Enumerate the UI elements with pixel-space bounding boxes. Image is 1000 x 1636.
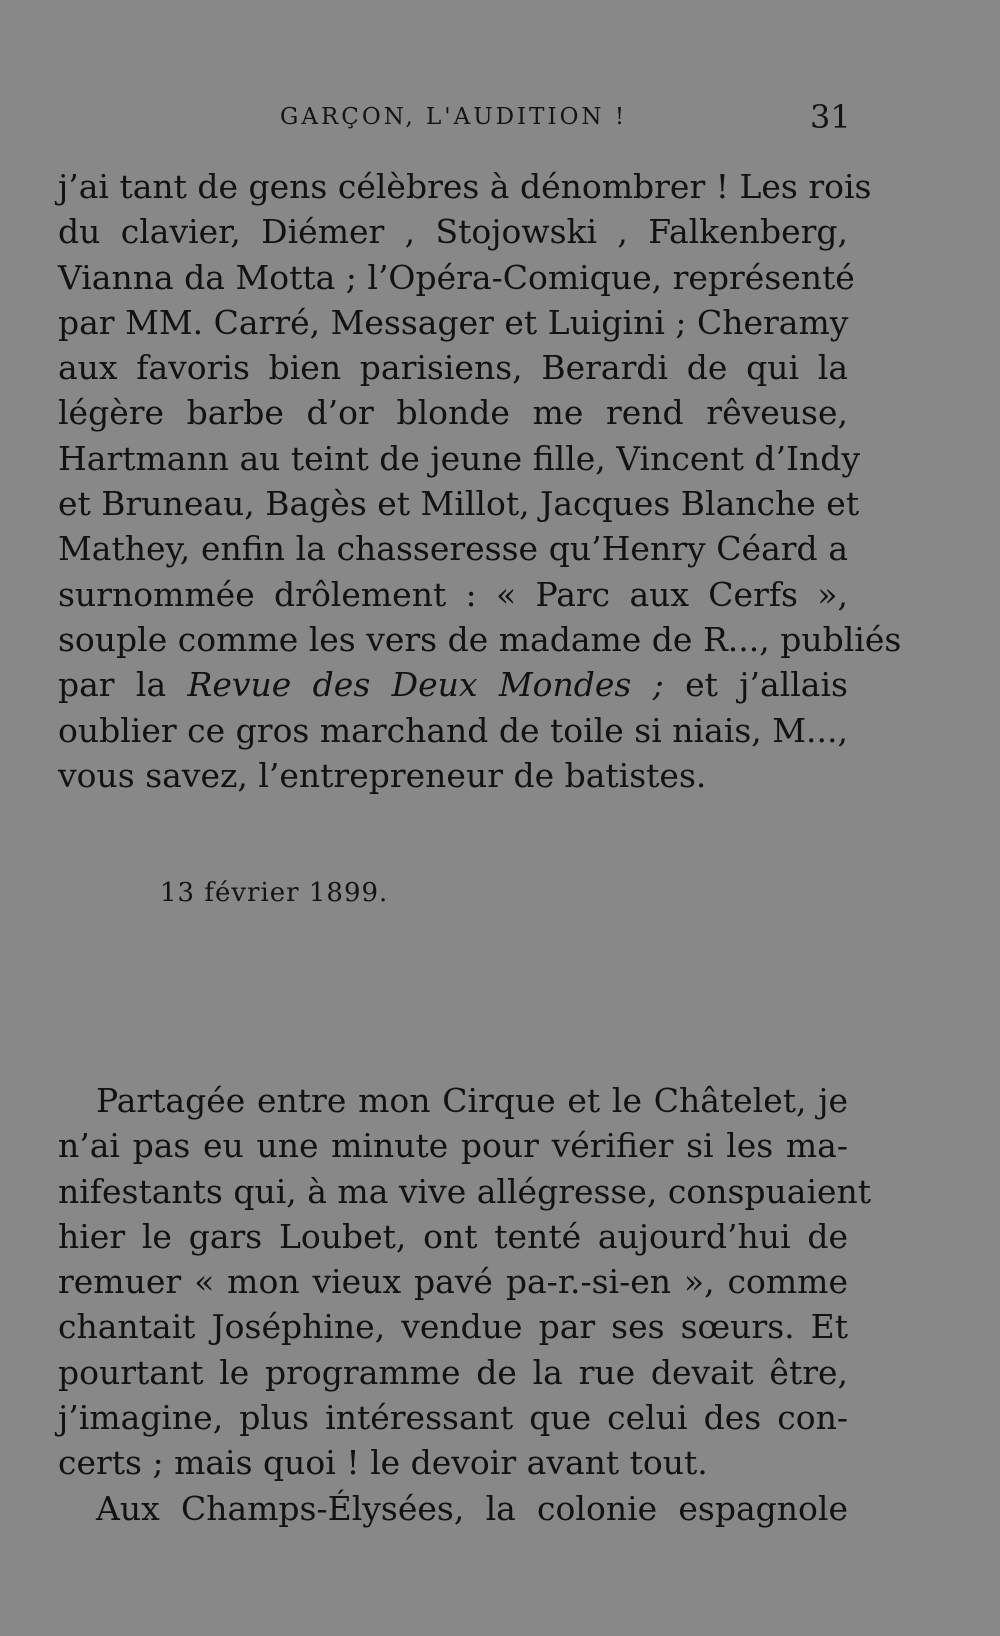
text-line-with-italic-title	[58, 662, 848, 707]
running-title: GARÇON, L'AUDITION !	[280, 104, 628, 130]
text-line: Hartmann au teint de jeune fille, Vincent d’Indy	[58, 438, 861, 478]
entry-date: 13 février 1899.	[160, 878, 389, 908]
text-line: légère barbe d’or blonde me rend rêveuse,	[58, 393, 848, 433]
text-line: j’imagine, plus intéressant que celui des con-	[58, 1398, 848, 1438]
text-line: par MM. Carré, Messager et Luigini ; Cheramy	[58, 302, 849, 342]
text-line: chantait Joséphine, vendue par ses sœurs. Et	[58, 1307, 848, 1347]
paragraph-2	[58, 1078, 872, 1531]
text-line: aux favoris bien parisiens, Berardi de qui la	[58, 348, 848, 388]
text-line: du clavier, Diémer , Stojowski , Falkenberg,	[58, 212, 848, 252]
text-line: remuer « mon vieux pavé pa-r.-si-en », comme	[58, 1262, 848, 1302]
text-line: nifestants qui, à ma vive allégresse, conspuaient	[58, 1171, 872, 1211]
text-line: surnommée drôlement : « Parc aux Cerfs »,	[58, 574, 848, 614]
text-line: souple comme les vers de madame de R..., publiés	[58, 619, 902, 659]
text-line: Partagée entre mon Cirque et le Châtelet, je	[96, 1081, 848, 1120]
page-header	[0, 98, 1000, 138]
page-number: 31	[810, 98, 851, 136]
text-line: pourtant le programme de la rue devait être,	[58, 1352, 848, 1392]
text-line: oublier ce gros marchand de toile si niais, M...,	[58, 710, 848, 750]
text-line: hier le gars Loubet, ont tenté aujourd’hui de	[58, 1216, 848, 1256]
text-line: j’ai tant de gens célèbres à dénombrer ! Les rois	[58, 167, 872, 206]
text-line: Vianna da Motta ; l’Opéra-Comique, représenté	[58, 257, 855, 297]
text-line: certs ; mais quoi ! le devoir avant tout.	[58, 1443, 708, 1483]
text-line: Aux Champs-Élysées, la colonie espagnole	[96, 1488, 848, 1528]
text-line: vous savez, l’entrepreneur de batistes.	[58, 755, 707, 795]
text-line: n’ai pas eu une minute pour vérifier si les ma-	[58, 1126, 848, 1166]
text-line: et Bruneau, Bagès et Millot, Jacques Blanche et	[58, 484, 860, 524]
text-fragment: et j’allais	[663, 665, 848, 705]
text-line: Mathey, enfin la chasseresse qu’Henry Céard a	[58, 529, 848, 569]
paragraph-1	[58, 164, 902, 798]
journal-title: Revue des Deux Mondes ;	[187, 665, 664, 705]
text-fragment: par la	[58, 665, 188, 705]
